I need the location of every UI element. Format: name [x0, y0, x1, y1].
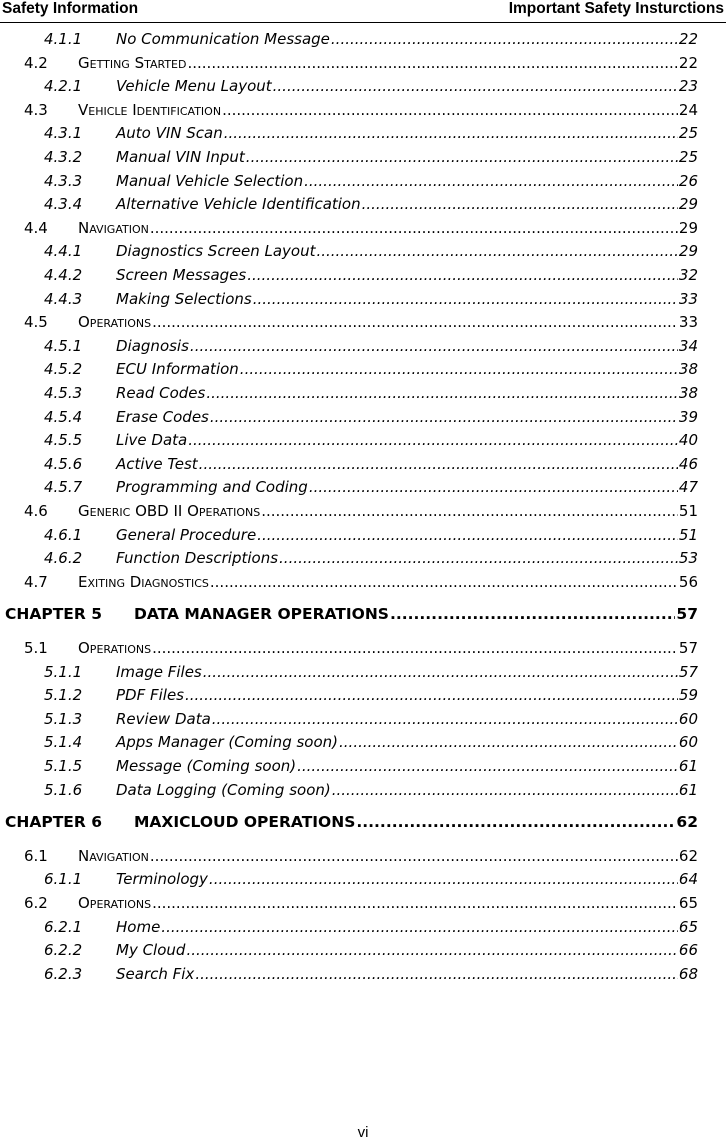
- toc-entry-page: 66: [678, 941, 698, 960]
- toc-entry-page: 29: [678, 242, 698, 261]
- toc-entry-title[interactable]: Generic OBD II Operations: [78, 502, 261, 520]
- toc-entry-title[interactable]: Operations: [78, 639, 152, 657]
- toc-leader-dots: [152, 313, 678, 331]
- toc-entry-number: CHAPTER 5: [5, 605, 102, 624]
- toc-entry-page: 33: [678, 313, 698, 332]
- toc-entry-title[interactable]: Live Data: [116, 431, 188, 450]
- toc-entry-number: 6.2: [24, 894, 48, 912]
- toc-entry-page: 65: [678, 894, 698, 912]
- toc-leader-dots: [161, 918, 678, 936]
- toc-entry-page: 60: [678, 733, 698, 752]
- toc-entry-page: 65: [678, 917, 698, 936]
- toc-entry-page: 24: [678, 100, 698, 119]
- toc-entry[interactable]: [44, 360, 698, 378]
- toc-entry-number: 6.2.1: [44, 917, 83, 936]
- toc-entry[interactable]: [44, 526, 698, 544]
- toc-entry-number: 4.5.3: [44, 384, 83, 402]
- toc-entry-page: 26: [678, 171, 698, 190]
- toc-entry-number: 6.1.1: [44, 870, 83, 889]
- toc-leader-dots: [273, 77, 678, 95]
- toc-entry-title[interactable]: MAXICLOUD OPERATIONS: [134, 813, 356, 832]
- toc-leader-dots: [253, 290, 678, 308]
- toc-entry-title[interactable]: Auto VIN Scan: [116, 124, 223, 143]
- toc-entry-title[interactable]: Screen Messages: [116, 266, 247, 284]
- toc-entry-title[interactable]: Operations: [78, 313, 152, 332]
- toc-entry-page: 46: [678, 454, 698, 473]
- toc-entry[interactable]: [24, 101, 698, 119]
- toc-leader-dots: [206, 384, 678, 402]
- toc-entry-page: 47: [678, 478, 698, 497]
- toc-entry[interactable]: [44, 266, 698, 284]
- toc-entry-title[interactable]: Manual VIN Input: [116, 148, 245, 166]
- toc-leader-dots: [203, 663, 678, 681]
- toc-entry-number: 6.1: [24, 846, 48, 865]
- toc-leader-dots: [150, 847, 678, 865]
- toc-entry[interactable]: [24, 313, 698, 331]
- toc-leader-dots: [187, 54, 677, 72]
- toc-entry[interactable]: [24, 847, 698, 865]
- toc-entry[interactable]: [44, 77, 698, 95]
- toc-entry-page: 62: [676, 813, 698, 832]
- toc-entry-number: 4.4.3: [44, 289, 83, 308]
- toc-leader-dots: [195, 965, 678, 983]
- toc-leader-dots: [210, 408, 678, 426]
- toc-entry-number: 4.3.1: [44, 124, 83, 143]
- toc-entry[interactable]: [24, 894, 698, 912]
- toc-entry-page: 53: [678, 549, 698, 568]
- toc-entry-title[interactable]: Exiting Diagnostics: [78, 572, 209, 591]
- toc-entry-number: 4.4.2: [44, 266, 83, 284]
- toc-entry-number: 5.1.3: [44, 709, 83, 728]
- toc-entry[interactable]: [5, 813, 698, 831]
- toc-entry-page: 23: [678, 77, 698, 96]
- toc-entry-number: 4.5.6: [44, 454, 83, 473]
- toc-entry-title[interactable]: My Cloud: [116, 941, 186, 960]
- toc-entry-title[interactable]: ECU Information: [116, 360, 239, 379]
- toc-entry-number: 4.6.2: [44, 549, 83, 568]
- toc-entry[interactable]: [44, 918, 698, 936]
- toc-entry[interactable]: [44, 431, 698, 449]
- toc-entry-page: 64: [678, 870, 698, 889]
- toc-entry[interactable]: [44, 710, 698, 728]
- toc-entry-page: 57: [676, 605, 698, 624]
- toc-entry-page: 61: [678, 757, 698, 775]
- toc-entry-title[interactable]: Getting Started: [78, 53, 187, 72]
- toc-entry-number: 5.1.1: [44, 662, 83, 681]
- toc-entry-number: 4.5.2: [44, 360, 83, 379]
- toc-entry[interactable]: [44, 941, 698, 959]
- toc-entry-number: 5.1: [24, 639, 48, 657]
- toc-entry[interactable]: [44, 290, 698, 308]
- toc-leader-dots: [261, 502, 678, 520]
- toc-entry[interactable]: [24, 219, 698, 237]
- page-header: [0, 0, 726, 23]
- toc-entry-title[interactable]: Apps Manager (Coming soon): [116, 733, 339, 752]
- toc-leader-dots: [304, 172, 678, 190]
- toc-entry-page: 29: [678, 195, 698, 214]
- page-number: vi: [357, 1124, 369, 1141]
- toc-entry[interactable]: [44, 337, 698, 355]
- toc-entry-number: 4.3: [24, 100, 48, 119]
- toc-entry[interactable]: [44, 30, 698, 48]
- toc-entry[interactable]: [24, 502, 698, 520]
- toc-leader-dots: [186, 941, 677, 959]
- toc-entry-page: 60: [678, 709, 698, 728]
- toc-entry-number: 6.2.3: [44, 964, 83, 983]
- toc-entry-title[interactable]: Operations: [78, 894, 152, 912]
- toc-entry-title[interactable]: Read Codes: [116, 384, 206, 402]
- toc-leader-dots: [332, 781, 678, 799]
- toc-entry[interactable]: [44, 870, 698, 888]
- toc-leader-dots: [199, 455, 678, 473]
- toc-leader-dots: [222, 101, 678, 119]
- toc-entry-page: 33: [678, 289, 698, 308]
- toc-leader-dots: [212, 710, 678, 728]
- toc-entry-page: 57: [678, 662, 698, 681]
- toc-leader-dots: [190, 337, 678, 355]
- toc-entry[interactable]: [44, 172, 698, 190]
- toc-leader-dots: [339, 733, 678, 751]
- toc-entry[interactable]: [44, 757, 698, 775]
- toc-entry-title[interactable]: Home: [116, 917, 161, 936]
- toc-entry-page: 29: [678, 218, 698, 237]
- toc-entry-number: 4.6.1: [44, 525, 83, 544]
- toc-leader-dots: [246, 148, 678, 166]
- toc-entry-number: 4.5.4: [44, 407, 83, 426]
- toc-entry-page: 39: [678, 407, 698, 426]
- toc-entry-title[interactable]: Erase Codes: [116, 407, 209, 426]
- toc-entry-page: 38: [678, 360, 698, 379]
- toc-leader-dots: [150, 219, 678, 237]
- toc-entry[interactable]: [44, 455, 698, 473]
- toc-entry[interactable]: [24, 573, 698, 591]
- toc-entry-title[interactable]: Navigation: [78, 846, 149, 865]
- toc-entry-number: 4.5.1: [44, 336, 83, 355]
- header-section-title: Safety Information: [2, 0, 139, 17]
- toc-entry-number: 5.1.6: [44, 780, 83, 799]
- toc-leader-dots: [152, 639, 678, 657]
- toc-entry-title[interactable]: Terminology: [116, 870, 208, 889]
- toc-leader-dots: [210, 573, 678, 591]
- toc-entry-page: 32: [678, 266, 698, 284]
- toc-entry-page: 34: [678, 336, 698, 355]
- toc-entry-page: 59: [678, 686, 698, 705]
- toc-entry-number: 4.2: [24, 53, 48, 72]
- toc-entry-number: 4.3.4: [44, 195, 83, 214]
- toc-entry-page: 56: [678, 572, 698, 591]
- toc-leader-dots: [152, 894, 678, 912]
- toc-entry[interactable]: [24, 639, 698, 657]
- toc-leader-dots: [297, 757, 678, 775]
- toc-entry-number: 5.1.5: [44, 757, 83, 775]
- toc-entry-number: 4.5.5: [44, 431, 83, 450]
- toc-leader-dots: [247, 266, 678, 284]
- toc-entry-number: 4.4.1: [44, 242, 83, 261]
- toc-entry[interactable]: [44, 663, 698, 681]
- toc-leader-dots: [331, 30, 678, 48]
- toc-entry-title[interactable]: Vehicle Identification: [78, 100, 222, 119]
- toc-entry-page: 40: [678, 431, 698, 450]
- toc-entry-page: 25: [678, 148, 698, 166]
- toc-entry-page: 62: [678, 846, 698, 865]
- toc-leader-dots: [356, 813, 675, 831]
- toc-entry-title[interactable]: Active Test: [116, 454, 198, 473]
- toc-entry-title[interactable]: Function Descriptions: [116, 549, 279, 568]
- toc-leader-dots: [257, 526, 678, 544]
- toc-entry-number: 4.1.1: [44, 30, 83, 48]
- toc-entry-page: 38: [678, 384, 698, 402]
- toc-entry[interactable]: [44, 686, 698, 704]
- header-chapter-title: Important Safety Insturctions: [508, 0, 724, 17]
- toc-entry[interactable]: [44, 549, 698, 567]
- toc-entry-number: 5.1.2: [44, 686, 83, 705]
- toc-entry-number: 4.5.7: [44, 478, 83, 497]
- toc-entry-number: 4.3.2: [44, 148, 83, 166]
- toc-entry-number: 5.1.4: [44, 733, 83, 752]
- toc-entry-page: 61: [678, 780, 698, 799]
- toc-entry-page: 22: [678, 53, 698, 72]
- toc-entry[interactable]: [5, 605, 698, 623]
- toc-entry-number: 4.3.3: [44, 171, 83, 190]
- toc-entry-title[interactable]: Image Files: [116, 662, 202, 681]
- toc-entry-title[interactable]: Manual Vehicle Selection: [116, 171, 304, 190]
- toc-entry-title[interactable]: Vehicle Menu Layout: [116, 77, 272, 96]
- toc-entry-page: 51: [678, 502, 698, 520]
- toc-entry-page: 57: [678, 639, 698, 657]
- toc-entry[interactable]: [44, 242, 698, 260]
- toc-entry[interactable]: [44, 195, 698, 213]
- toc-entry[interactable]: [44, 408, 698, 426]
- toc-entry-page: 51: [678, 525, 698, 544]
- toc-leader-dots: [309, 478, 678, 496]
- toc-entry-page: 22: [678, 30, 698, 48]
- toc-entry-number: CHAPTER 6: [5, 813, 102, 832]
- toc-entry-title[interactable]: No Communication Message: [116, 30, 330, 48]
- toc-entry-title[interactable]: Message (Coming soon): [116, 757, 297, 775]
- toc-entry-title[interactable]: Programming and Coding: [116, 478, 308, 497]
- toc-entry[interactable]: [44, 148, 698, 166]
- toc-entry-number: 4.6: [24, 502, 48, 520]
- toc-leader-dots: [362, 195, 678, 213]
- toc-entry-title[interactable]: Navigation: [78, 218, 149, 237]
- toc-entry-number: 4.5: [24, 313, 48, 332]
- toc-entry[interactable]: [44, 733, 698, 751]
- toc-entry-page: 25: [678, 124, 698, 143]
- toc-leader-dots: [209, 870, 678, 888]
- toc-entry[interactable]: [44, 781, 698, 799]
- toc-leader-dots: [390, 605, 675, 623]
- toc-entry-title[interactable]: Alternative Vehicle Identification: [116, 195, 361, 214]
- toc-entry[interactable]: [44, 124, 698, 142]
- toc-entry[interactable]: [44, 478, 698, 496]
- toc-leader-dots: [316, 242, 677, 260]
- toc-leader-dots: [188, 431, 678, 449]
- toc-entry-title[interactable]: Diagnostics Screen Layout: [116, 242, 316, 261]
- toc-entry-title[interactable]: PDF Files: [116, 686, 184, 705]
- toc-entry-title[interactable]: Making Selections: [116, 289, 252, 308]
- toc-entry-title[interactable]: Diagnosis: [116, 336, 189, 355]
- toc-entry-number: 4.4: [24, 218, 48, 237]
- toc-leader-dots: [185, 686, 678, 704]
- toc-entry[interactable]: [44, 384, 698, 402]
- toc-entry-title[interactable]: Data Logging (Coming soon): [116, 780, 331, 799]
- toc-entry-number: 6.2.2: [44, 941, 83, 960]
- toc-leader-dots: [279, 549, 678, 567]
- toc-entry-title[interactable]: DATA MANAGER OPERATIONS: [134, 605, 389, 624]
- toc-entry-title[interactable]: General Procedure: [116, 525, 257, 544]
- toc-entry[interactable]: [24, 54, 698, 72]
- toc-leader-dots: [224, 124, 678, 142]
- toc-entry[interactable]: [44, 965, 698, 983]
- toc-entry-title[interactable]: Review Data: [116, 709, 211, 728]
- toc-entry-page: 68: [678, 964, 698, 983]
- toc-leader-dots: [240, 360, 678, 378]
- toc-entry-number: 4.7: [24, 572, 48, 591]
- toc-entry-title[interactable]: Search Fix: [116, 964, 195, 983]
- toc-entry-number: 4.2.1: [44, 77, 83, 96]
